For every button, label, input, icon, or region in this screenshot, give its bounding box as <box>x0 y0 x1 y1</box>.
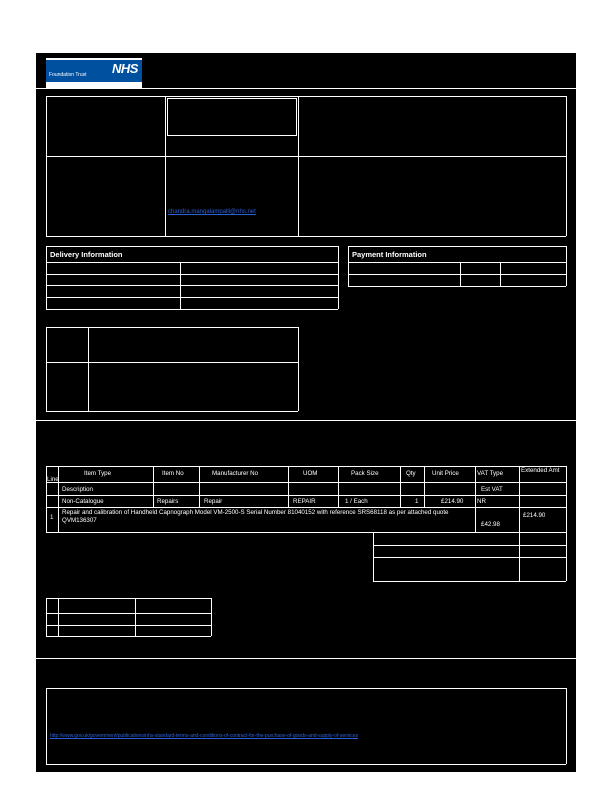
payment-information-label: Payment Information <box>352 250 427 259</box>
delivery-rule-3 <box>46 274 338 275</box>
order-box-right <box>296 98 297 136</box>
payment-vrule-left <box>348 246 349 286</box>
order-box-bottom <box>167 135 296 136</box>
items-header-description: Description <box>62 486 93 493</box>
header-vrule-left <box>46 96 47 236</box>
footer-box-right <box>566 688 567 764</box>
delivery-bottom-rule <box>46 309 338 310</box>
items-header-pack-size: Pack Size <box>351 470 379 477</box>
totals-rule-2 <box>373 557 566 558</box>
items-header-extended-amt: Extended Amt <box>521 467 560 474</box>
summary-bottom-rule <box>46 636 211 637</box>
items-vrule-right <box>566 466 567 581</box>
nhs-trust-label: Foundation Trust <box>49 72 87 78</box>
summary-rule-2 <box>46 613 211 614</box>
totals-rule-3 <box>373 581 566 582</box>
summary-vrule-right <box>211 598 212 636</box>
summary-rule-3 <box>46 625 211 626</box>
items-header-unit-price: Unit Price <box>432 470 459 477</box>
items-header-item-type: Item Type <box>84 470 112 477</box>
payment-vrule-right <box>566 246 567 286</box>
footer-box-top <box>46 688 566 689</box>
delivery-rule-2 <box>46 262 338 263</box>
footer-box-left <box>46 688 47 764</box>
delivery-vrule-right <box>338 246 339 309</box>
payment-rule-3 <box>348 274 566 275</box>
contact-email-link[interactable]: chandra.mangalampalli@nhs.net <box>168 209 256 215</box>
items-table-top <box>46 466 566 467</box>
delivery-information-label: Delivery Information <box>50 250 123 259</box>
items-vrule-3 <box>288 466 289 507</box>
header-rule-4 <box>46 236 566 237</box>
header-vrule-2 <box>298 96 299 236</box>
midsection-bottom-rule <box>36 420 576 421</box>
header-rule-3 <box>46 156 566 157</box>
items-header-vat-type: VAT Type <box>477 470 504 477</box>
notes-vrule-mid <box>88 327 89 411</box>
totals-vrule-left <box>373 532 374 581</box>
summary-top-rule <box>46 598 211 599</box>
terms-and-conditions-link[interactable]: http://www.gov.uk/government/publications/nhs-standard-terms-and-conditions-of-contract-for-the-purchase-of-goods-and-supply-of-services <box>50 733 359 739</box>
payment-vrule-2 <box>500 262 501 286</box>
item-row-qty: 1 <box>415 498 419 505</box>
items-header-line: Line <box>47 476 59 483</box>
items-header-rule-2 <box>46 495 566 496</box>
order-box-left <box>167 98 168 136</box>
notes-vrule-left <box>46 327 47 411</box>
summary-vrule-2 <box>135 598 136 636</box>
footer-divider <box>36 658 576 659</box>
items-row-rule-2 <box>46 532 566 533</box>
payment-bottom-rule <box>348 286 566 287</box>
header-top-rule <box>36 88 576 89</box>
delivery-top-rule <box>46 246 338 247</box>
delivery-vrule-left <box>46 246 47 309</box>
items-header-uom: UOM <box>303 470 318 477</box>
item-row-description: Repair and calibration of Handheld Capnograph Model VM-2500-S Serial Number 81040152 with reference SRS68118 as per attached quote QVM136307 <box>62 509 449 524</box>
item-row-uom: REPAIR <box>293 498 316 505</box>
header-vrule-1 <box>165 96 166 236</box>
items-vrule-7 <box>475 466 476 532</box>
delivery-rule-5 <box>46 297 338 298</box>
notes-bottom-rule <box>46 411 298 412</box>
item-row-line: 1 <box>50 514 54 521</box>
items-header-manufacturer-no: Manufacturer No <box>212 470 259 477</box>
header-vrule-right <box>566 96 567 236</box>
item-row-item-no: Repairs <box>157 498 179 505</box>
item-row-est-vat: £42.98 <box>481 521 500 528</box>
items-vrule-6 <box>424 466 425 507</box>
item-row-unit-price: £214.90 <box>441 498 464 505</box>
summary-vrule-left <box>46 598 47 636</box>
delivery-rule-4 <box>46 285 338 286</box>
notes-top-rule <box>46 327 298 328</box>
totals-rule-1 <box>373 545 566 546</box>
items-header-est-vat: Est VAT <box>481 486 503 493</box>
item-row-vat-type: NR <box>477 498 486 505</box>
item-row-pack-size: 1 / Each <box>345 498 368 505</box>
item-row-extended-amt: £214.90 <box>523 512 546 519</box>
notes-rule-2 <box>46 362 298 363</box>
items-vrule-2 <box>199 466 200 507</box>
order-box-top <box>167 98 296 99</box>
notes-vrule-right <box>298 327 299 411</box>
items-header-item-no: Item No <box>162 470 184 477</box>
items-vrule-8 <box>519 466 520 581</box>
header-rule-2 <box>46 96 566 97</box>
items-vrule-5 <box>400 466 401 507</box>
payment-top-rule <box>348 246 566 247</box>
items-row-rule-1 <box>46 507 566 508</box>
summary-vrule-1 <box>58 598 59 636</box>
items-header-rule-1 <box>46 482 566 483</box>
items-vrule-4 <box>338 466 339 507</box>
payment-rule-2 <box>348 262 566 263</box>
footer-box-bottom <box>46 764 566 765</box>
items-header-qty: Qty <box>406 470 416 477</box>
document-body-mask <box>36 53 576 772</box>
item-row-manufacturer-no: Repair <box>204 498 223 505</box>
nhs-logo-text: NHS <box>112 61 138 76</box>
delivery-vrule-mid <box>180 262 181 309</box>
items-vrule-1 <box>153 466 154 507</box>
payment-vrule-1 <box>460 262 461 286</box>
item-row-item-type: Non-Catalogue <box>62 498 104 505</box>
